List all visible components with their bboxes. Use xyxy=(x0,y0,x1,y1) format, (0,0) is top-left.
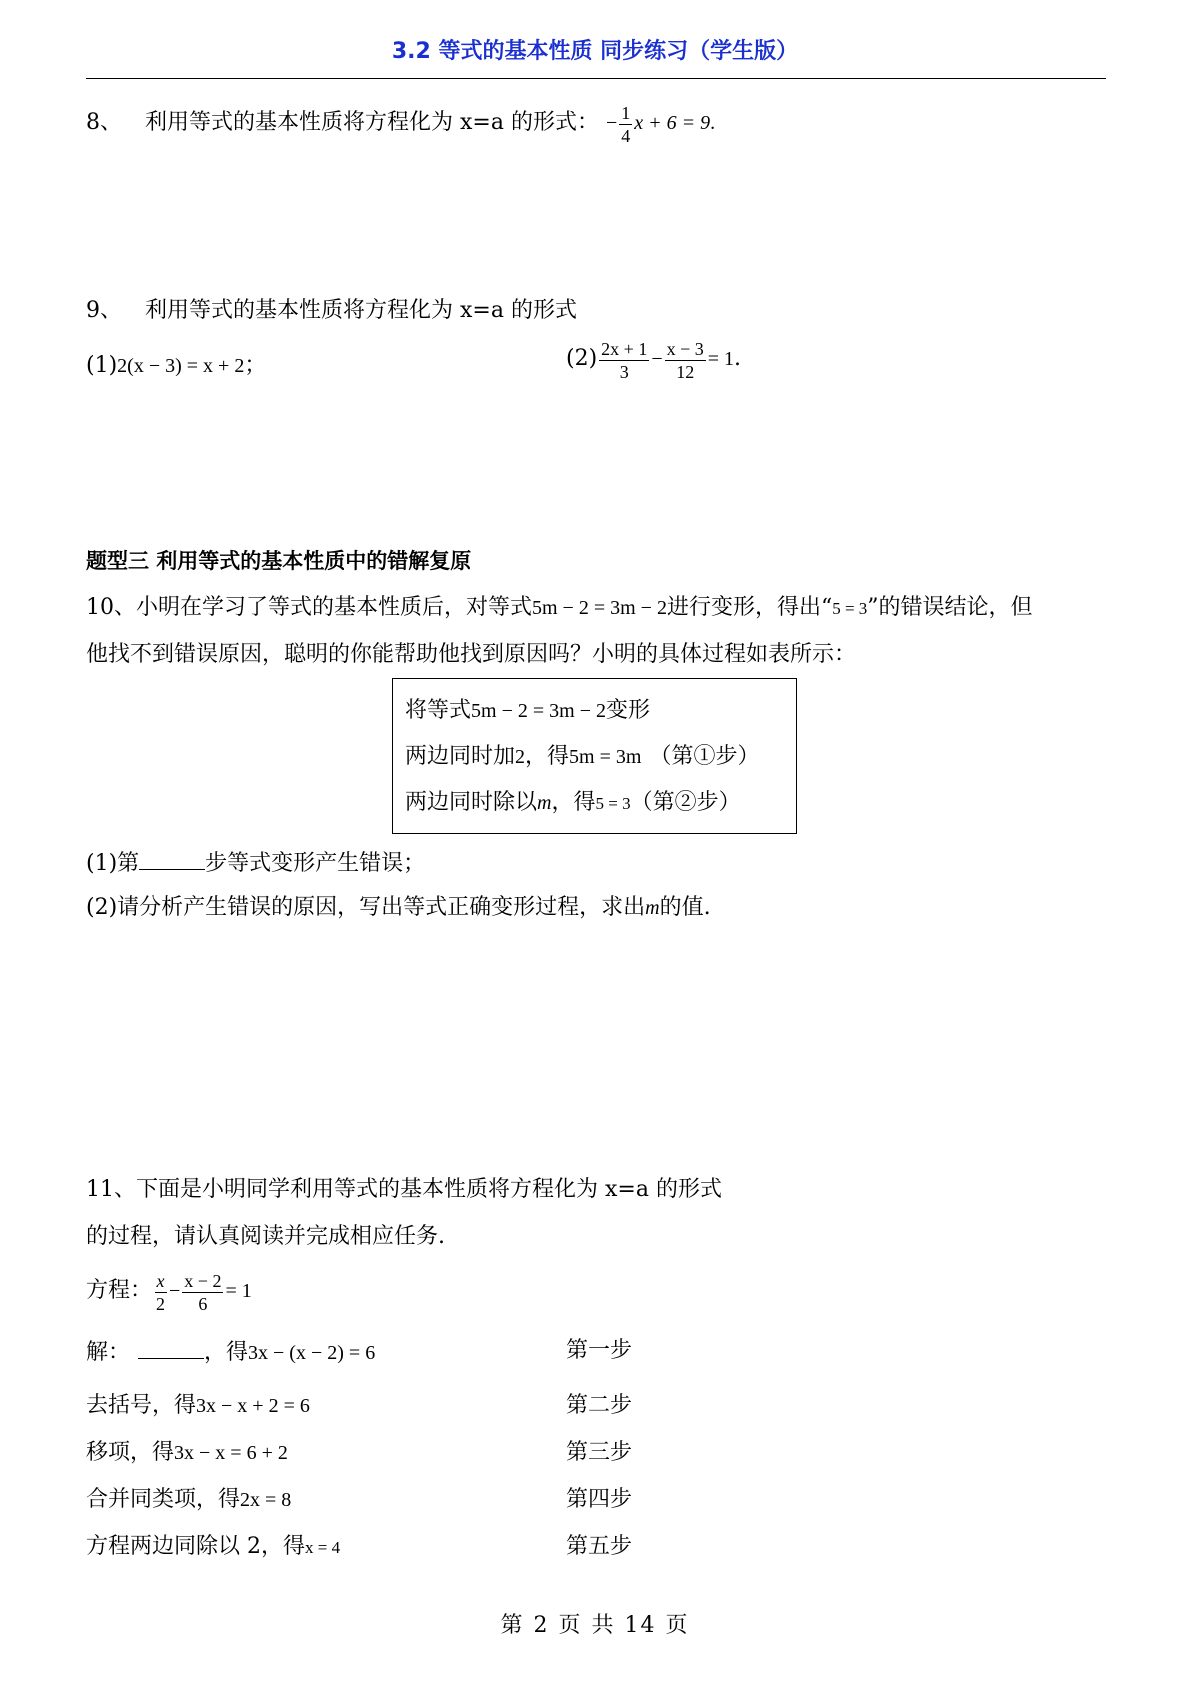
q9-frac1-num: 2x + 1 xyxy=(601,339,648,359)
q10-line1-c: ”的错误结论，但 xyxy=(867,595,1033,620)
q11-eq-rest: = 1 xyxy=(225,1280,252,1303)
q10-sub2-b: 的值. xyxy=(659,895,711,920)
page-footer: 第 2 页 共 14 页 xyxy=(500,1613,690,1638)
q9-frac2 xyxy=(665,338,706,383)
q9-part2-equation xyxy=(597,339,735,382)
q10-line1-equation2: 5 = 3 xyxy=(832,599,868,618)
q8-frac-den: 4 xyxy=(621,126,631,146)
q10-sub2-a: (2)请分析产生错误的原因，写出等式正确变形过程，求出 xyxy=(86,895,646,920)
box-row3-step: （第②步） xyxy=(630,790,741,815)
q9-part2-end: . xyxy=(734,346,742,372)
q10-line1-b: 进行变形，得出“ xyxy=(666,595,833,620)
q10-box-row1 xyxy=(405,693,650,724)
q10-box-row2 xyxy=(405,739,759,770)
q11-frac1-den: 2 xyxy=(156,1294,166,1314)
q8-number: 8、 xyxy=(86,110,122,136)
q11-equation xyxy=(152,1271,252,1314)
box-row3-m: m xyxy=(537,792,552,814)
q9-number: 9、 xyxy=(86,298,122,323)
box-row3-equation: 5 = 3 xyxy=(595,794,631,813)
step3-name: 第三步 xyxy=(566,1440,633,1465)
q11-line1: 11、下面是小明同学利用等式的基本性质将方程化为 x=a 的形式 xyxy=(86,1177,722,1202)
q9-part2-rest: = 1 xyxy=(707,348,735,371)
q8-frac-num: 1 xyxy=(621,103,631,123)
step5-equation: x = 4 xyxy=(305,1538,341,1557)
step1-b: ，得 xyxy=(204,1340,249,1365)
box-row2-number: 2 xyxy=(515,746,526,768)
q9-part1-label: (1) xyxy=(86,353,118,378)
step2-equation: 3x − x + 2 = 6 xyxy=(196,1395,310,1417)
step1-equation: 3x − (x − 2) = 6 xyxy=(248,1342,376,1364)
q8-fraction xyxy=(619,102,632,147)
q11-frac2 xyxy=(182,1270,223,1315)
q9-part1-equation: 2(x − 3) = x + 2 xyxy=(117,355,245,377)
step3-equation: 3x − x = 6 + 2 xyxy=(174,1442,288,1464)
step5-label: 方程两边同除以 2，得 xyxy=(86,1534,305,1559)
q11-step5 xyxy=(86,1532,340,1563)
box-row2-a: 两边同时加 xyxy=(405,744,516,769)
q9-part1-end: ； xyxy=(244,353,267,378)
q11-step3 xyxy=(86,1438,288,1468)
q8-sign: − xyxy=(605,112,618,135)
q10-line2: 他找不到错误原因，聪明的你能帮助他找到原因吗？小明的具体过程如表所示： xyxy=(86,642,857,667)
q8-text: 利用等式的基本性质将方程化为 x=a 的形式： xyxy=(145,110,599,136)
box-row3-b: ，得 xyxy=(551,790,596,815)
q9-frac1-den: 3 xyxy=(619,362,629,382)
step3-label: 移项，得 xyxy=(86,1440,175,1465)
step4-equation: 2x = 8 xyxy=(240,1489,292,1511)
question-8 xyxy=(86,102,715,147)
q11-frac1 xyxy=(154,1270,167,1315)
q9-part2-label: (2) xyxy=(566,346,598,372)
q10-sub2 xyxy=(86,893,711,923)
q11-equation-line xyxy=(86,1270,252,1315)
section-3-title: 题型三 利用等式的基本性质中的错解复原 xyxy=(86,549,472,573)
q9-minus: − xyxy=(651,348,663,371)
header-divider xyxy=(86,78,1106,79)
q11-step1 xyxy=(86,1336,375,1368)
answer-blank[interactable] xyxy=(138,1336,204,1359)
q9-frac2-den: 12 xyxy=(676,362,695,382)
question-9 xyxy=(86,296,577,326)
q11-frac1-num: x xyxy=(156,1271,165,1291)
box-row1-equation: 5m − 2 = 3m − 2 xyxy=(471,700,606,722)
q8-end: . xyxy=(710,112,716,135)
step4-label: 合并同类项，得 xyxy=(86,1487,241,1512)
q10-line1 xyxy=(86,593,1033,624)
q9-frac1 xyxy=(599,338,649,383)
q10-line1-a: 10、小明在学习了等式的基本性质后，对等式 xyxy=(86,595,532,620)
box-row2-step: （第①步） xyxy=(649,744,760,769)
q11-frac2-num: x − 2 xyxy=(184,1271,222,1291)
q11-step2 xyxy=(86,1391,310,1421)
box-row1-a: 将等式 xyxy=(405,698,472,723)
q10-sub1 xyxy=(86,847,425,879)
box-row2-equation: 5m = 3m xyxy=(569,746,642,768)
q11-frac2-den: 6 xyxy=(198,1294,208,1314)
q8-equation xyxy=(605,103,716,146)
step4-name: 第四步 xyxy=(566,1487,633,1512)
q11-line2: 的过程，请认真阅读并完成相应任务. xyxy=(86,1224,445,1249)
q10-sub1-a: (1)第 xyxy=(86,851,140,876)
q9-frac2-num: x − 3 xyxy=(666,339,704,359)
step2-label: 去括号，得 xyxy=(86,1393,197,1418)
q10-box-row3 xyxy=(405,785,741,816)
q11-minus: − xyxy=(169,1280,181,1303)
q9-text: 利用等式的基本性质将方程化为 x=a 的形式 xyxy=(145,298,577,323)
q9-part1 xyxy=(86,351,266,381)
q10-sub2-m: m xyxy=(645,897,660,919)
step5-name: 第五步 xyxy=(566,1534,633,1559)
q10-line1-equation: 5m − 2 = 3m − 2 xyxy=(532,597,667,619)
answer-blank[interactable] xyxy=(139,847,205,870)
box-row1-b: 变形 xyxy=(605,698,650,723)
q10-process-box xyxy=(392,678,797,834)
step2-name: 第二步 xyxy=(566,1393,633,1418)
box-row2-b: ，得 xyxy=(525,744,570,769)
q8-eq-rest: x + 6 = 9 xyxy=(634,112,711,135)
q11-step4 xyxy=(86,1485,291,1515)
step1-name: 第一步 xyxy=(566,1338,633,1363)
q9-part2 xyxy=(566,338,741,383)
box-row3-a: 两边同时除以 xyxy=(405,790,538,815)
q10-sub1-b: 步等式变形产生错误； xyxy=(205,851,426,876)
step1-label: 解： xyxy=(86,1340,131,1365)
page-header-title: 3.2 等式的基本性质 同步练习（学生版） xyxy=(391,39,799,64)
q11-eq-label: 方程： xyxy=(86,1278,153,1304)
